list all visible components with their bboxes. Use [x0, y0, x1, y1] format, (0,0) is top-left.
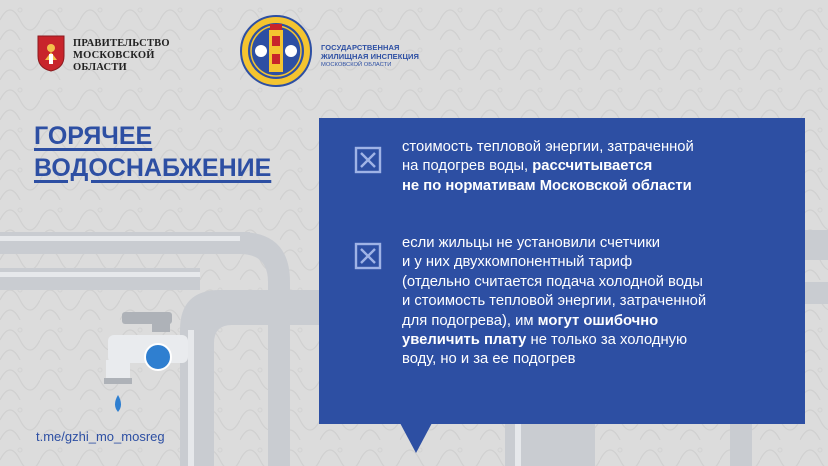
telegram-link[interactable]: t.me/gzhi_mo_mosreg: [36, 429, 165, 444]
inspection-name-line2: ЖИЛИЩНАЯ ИНСПЕКЦИЯ: [321, 52, 420, 61]
government-name-line: МОСКОВСКОЙ: [73, 50, 155, 61]
government-name-line: ОБЛАСТИ: [73, 62, 127, 73]
info-item-2-line: увеличить плату не только за холодную: [402, 332, 688, 349]
info-item-2-line: если жильцы не установили счетчики: [402, 235, 661, 251]
info-item-1-line: не по нормативам Московской области: [402, 177, 692, 194]
speech-bubble-tail: [400, 423, 432, 453]
government-name-line: ПРАВИТЕЛЬСТВО: [73, 38, 170, 49]
moscow-oblast-coat-of-arms-icon: [36, 34, 66, 72]
inspection-name-line1: ГОСУДАРСТВЕННАЯ: [321, 43, 400, 52]
info-item-1-line: на подогрев воды, рассчитывается: [402, 158, 653, 175]
page-title-line2: ВОДОСНАБЖЕНИЕ: [34, 154, 272, 182]
info-item-2-line: (отдельно считается подача холодной воды: [402, 273, 703, 290]
info-item-2-line: для подогрева), им могут ошибочно: [402, 312, 659, 329]
page-title: [34, 120, 271, 184]
gzhi-seal-icon: [239, 14, 313, 88]
info-item-1-line: стоимость тепловой энергии, затраченной: [402, 139, 694, 155]
government-name: [73, 38, 170, 74]
info-item-2-line: и у них двухкомпонентный тариф: [402, 254, 633, 271]
info-item-1: [402, 138, 694, 196]
page-title-line1: ГОРЯЧЕЕ: [34, 122, 153, 150]
inspection-name: [321, 43, 419, 70]
info-item-2-line: и стоимость тепловой энергии, затраченной: [402, 293, 707, 310]
info-item-2: [402, 234, 706, 370]
checkbox-cross-icon: [354, 242, 382, 270]
info-item-2-line: воду, но и за ее подогрев: [402, 351, 576, 368]
faucet-icon: [104, 312, 188, 412]
inspection-name-line3: МОСКОВСКОЙ ОБЛАСТИ: [321, 62, 392, 68]
checkbox-cross-icon: [354, 146, 382, 174]
